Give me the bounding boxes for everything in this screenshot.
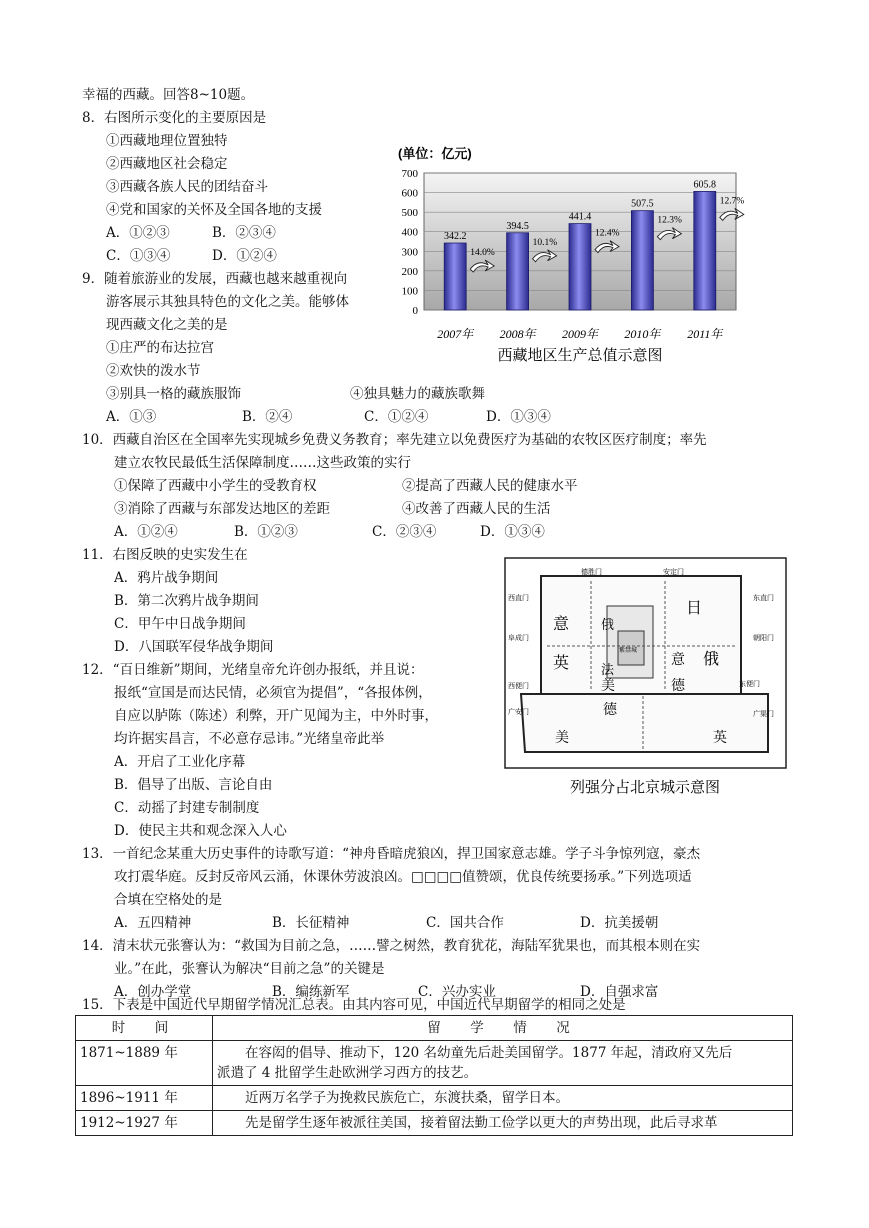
gate-label: 东直门	[753, 594, 774, 602]
y-tick-label: 700	[401, 168, 418, 180]
gate-label: 阜成门	[508, 634, 529, 642]
growth-label: 12.7%	[719, 196, 745, 207]
zone-label: 日	[686, 598, 703, 617]
chart-title: 西藏地区生产总值示意图	[497, 346, 663, 364]
bar	[444, 243, 466, 310]
q9-stem: 现西藏文化之美的是	[106, 317, 228, 333]
q9-item: ②欢快的泼水节	[106, 363, 201, 379]
q10-option-c: C．②③④	[372, 524, 437, 540]
chart-unit-label: (单位：亿元)	[398, 146, 472, 161]
q14-option-a: A．创办学堂	[114, 984, 192, 1000]
zone-label: 俄	[601, 618, 615, 633]
q12-stem: 报纸“宣国是而达民情，必须官为提倡”，“各报体例，	[114, 685, 432, 701]
q8-option-b: B．②③④	[212, 225, 276, 241]
q8-option-c: C．①③④	[106, 248, 171, 264]
y-tick-label: 600	[401, 187, 418, 200]
table-cell-text: 近两万名学子为挽救民族危亡，东渡扶桑，留学日本。	[213, 1086, 793, 1111]
bar	[507, 233, 529, 310]
bar-value-label: 605.8	[693, 179, 717, 191]
y-tick-label: 100	[401, 285, 418, 298]
zone-label: 美	[555, 730, 569, 746]
beijing-map-svg	[503, 556, 788, 806]
x-tick-label: 2007年	[437, 327, 474, 341]
q8-item: ①西藏地理位置独特	[106, 133, 228, 149]
q14-stem: 业。”在此，张謇认为解决“目前之急”的关键是	[114, 961, 385, 977]
q9-stem: 游客展示其独具特色的文化之美。能够体	[106, 294, 349, 310]
bar-value-label: 394.5	[506, 220, 529, 232]
q11-option-c: C．甲午中日战争期间	[114, 616, 246, 632]
q10-stem: 建立农牧民最低生活保障制度……这些政策的实行	[114, 455, 411, 471]
q10-item: ④改善了西藏人民的生活	[402, 501, 551, 517]
x-tick-label: 2010年	[624, 327, 661, 341]
gate-label: 朝阳门	[753, 634, 774, 642]
q14-option-b: B．编练新军	[272, 984, 350, 1000]
q10-item: ③消除了西藏与东部发达地区的差距	[114, 501, 330, 517]
y-tick-label: 300	[401, 246, 418, 259]
zone-label: 法	[601, 663, 615, 678]
table-cell-time: 1896~1911 年	[76, 1086, 213, 1111]
q9-option-c: C．①②④	[364, 409, 429, 425]
table-cell-line: 派遣了 4 批留学生赴欧洲学习西方的技艺。	[217, 1065, 478, 1081]
q10-option-a: A．①②④	[114, 524, 178, 540]
x-tick-label: 2011年	[687, 327, 723, 341]
q14-option-d: D．自强求富	[580, 984, 659, 1000]
palace-label: 紫禁城	[619, 647, 638, 654]
bar	[631, 211, 653, 310]
q8-option-d: D．①②④	[212, 248, 277, 264]
q14-stem: 14．清末状元张謇认为：“救国为目前之急，……譬之树然，教育犹花，海陆军犹果也，而其根本则在实	[82, 938, 701, 954]
q8-item: ③西藏各族人民的团结奋斗	[106, 179, 268, 195]
y-tick-label: 200	[401, 265, 418, 278]
gate-label: 广安门	[508, 708, 529, 716]
gate-label: 德胜门	[581, 568, 602, 576]
q13-stem: 攻打震华庭。反封反帝风云涌，休课休劳波浪凶。□□□□值赞颂，优良传统要扬承。”下列选项适	[114, 869, 692, 885]
gate-label: 西直门	[508, 594, 529, 602]
bar-value-label: 342.2	[443, 231, 467, 243]
y-tick-label: 500	[401, 207, 418, 220]
q10-stem: 10．西藏自治区在全国率先实现城乡免费义务教育；率先建立以免费医疗为基础的农牧区医疗制度；率先	[82, 432, 707, 448]
q12-option-c: C．动摇了封建专制制度	[114, 800, 260, 816]
table-cell-time: 1871~1889 年	[76, 1041, 213, 1086]
gdp-chart	[380, 140, 760, 370]
table-cell-line: 在容闳的倡导、推动下，120 名幼童先后赴美国留学。1877 年起，清政府又先后	[245, 1045, 733, 1061]
table-header-time: 时 间	[76, 1016, 213, 1041]
q10-item: ②提高了西藏人民的健康水平	[402, 478, 578, 494]
intro-text: 幸福的西藏。回答8~10题。	[82, 87, 255, 103]
q12-stem: 均许据实昌言，不必意存忌讳。”光绪皇帝此举	[114, 731, 385, 747]
study-abroad-table	[75, 1015, 793, 1136]
zone-label: 美	[601, 678, 615, 694]
q9-item: ①庄严的布达拉宫	[106, 340, 214, 356]
map-caption: 列强分占北京城示意图	[569, 778, 721, 796]
q15-stem: 15．下表是中国近代早期留学情况汇总表。由其内容可见，中国近代早期留学的相同之处是	[82, 997, 626, 1013]
gate-label: 东便门	[739, 680, 760, 688]
q12-stem: 自应以胪陈（陈述）利弊，开广见闻为主，中外时事，	[114, 708, 438, 724]
table-row	[76, 1041, 793, 1086]
x-tick-label: 2009年	[561, 327, 599, 341]
q10-item: ①保障了西藏中小学生的受教育权	[114, 478, 317, 494]
zone-label: 意	[671, 652, 685, 668]
bar-value-label: 507.5	[631, 198, 654, 210]
zone-label: 德	[671, 678, 685, 694]
gate-label: 安定门	[663, 568, 684, 576]
q11-option-b: B．第二次鸦片战争期间	[114, 593, 259, 609]
table-row	[76, 1111, 793, 1136]
q13-option-c: C．国共合作	[426, 915, 504, 931]
gate-label: 广渠门	[753, 710, 774, 718]
zone-label: 英	[713, 730, 727, 746]
y-tick-label: 400	[401, 226, 418, 239]
q9-option-a: A．①③	[106, 409, 157, 425]
q9-item: ④独具魅力的藏族歌舞	[350, 386, 485, 402]
table-header-row	[76, 1016, 793, 1041]
zone-label: 俄	[703, 649, 720, 668]
q9-option-b: B．②④	[242, 409, 293, 425]
table-cell-text	[213, 1041, 793, 1086]
q14-option-c: C．兴办实业	[418, 984, 496, 1000]
q9-option-d: D．①③④	[486, 409, 551, 425]
q8-item: ②西藏地区社会稳定	[106, 156, 228, 172]
q8-item: ④党和国家的关怀及全国各地的支援	[106, 202, 322, 218]
zone-label: 英	[553, 653, 570, 672]
q11-stem: 11．右图反映的史实发生在	[82, 547, 248, 563]
bar-value-label: 441.4	[568, 211, 592, 223]
q12-stem: 12．“百日维新”期间，光绪皇帝允许创办报纸，并且说：	[82, 662, 424, 678]
q10-option-b: B．①②③	[234, 524, 298, 540]
q10-option-d: D．①③④	[480, 524, 545, 540]
q12-option-d: D．使民主共和观念深入人心	[114, 823, 287, 839]
zone-label: 德	[603, 702, 617, 718]
gdp-chart-svg	[380, 140, 760, 370]
y-tick-label: 0	[412, 305, 418, 317]
growth-label: 14.0%	[470, 248, 495, 259]
x-tick-label: 2008年	[499, 327, 536, 341]
q13-option-b: B．长征精神	[272, 915, 350, 931]
growth-label: 12.4%	[595, 228, 620, 239]
q9-stem: 9．随着旅游业的发展，西藏也越来越重视向	[82, 271, 348, 287]
q11-option-d: D．八国联军侵华战争期间	[114, 639, 274, 655]
beijing-map	[503, 556, 788, 806]
q13-stem: 13．一首纪念某重大历史事件的诗歌写道：“神舟昏暗虎狼凶，捍卫国家意志雄。学子斗争惊列寇，豪杰	[82, 846, 701, 862]
q13-stem: 合填在空格处的是	[114, 892, 222, 908]
bar	[569, 224, 591, 310]
q11-option-a: A．鸦片战争期间	[114, 570, 219, 586]
q12-option-b: B．倡导了出版、言论自由	[114, 777, 273, 793]
q8-option-a: A．①②③	[106, 225, 170, 241]
q13-option-a: A．五四精神	[114, 915, 192, 931]
table-cell-time: 1912~1927 年	[76, 1111, 213, 1136]
table-header-situation: 留 学 情 况	[213, 1016, 793, 1041]
q12-option-a: A．开启了工业化序幕	[114, 754, 246, 770]
q9-item: ③别具一格的藏族服饰	[106, 386, 241, 402]
q13-option-d: D．抗美援朝	[580, 915, 659, 931]
growth-label: 10.1%	[532, 237, 558, 248]
gate-label: 西便门	[508, 682, 529, 690]
q8-stem: 8．右图所示变化的主要原因是	[82, 110, 267, 126]
table-cell-text: 先是留学生逐年被派往美国，接着留法勤工俭学以更大的声势出现，此后寻求革	[213, 1111, 793, 1136]
bar	[694, 191, 716, 310]
growth-label: 12.3%	[657, 215, 682, 226]
table-row	[76, 1086, 793, 1111]
zone-label: 意	[553, 614, 570, 633]
